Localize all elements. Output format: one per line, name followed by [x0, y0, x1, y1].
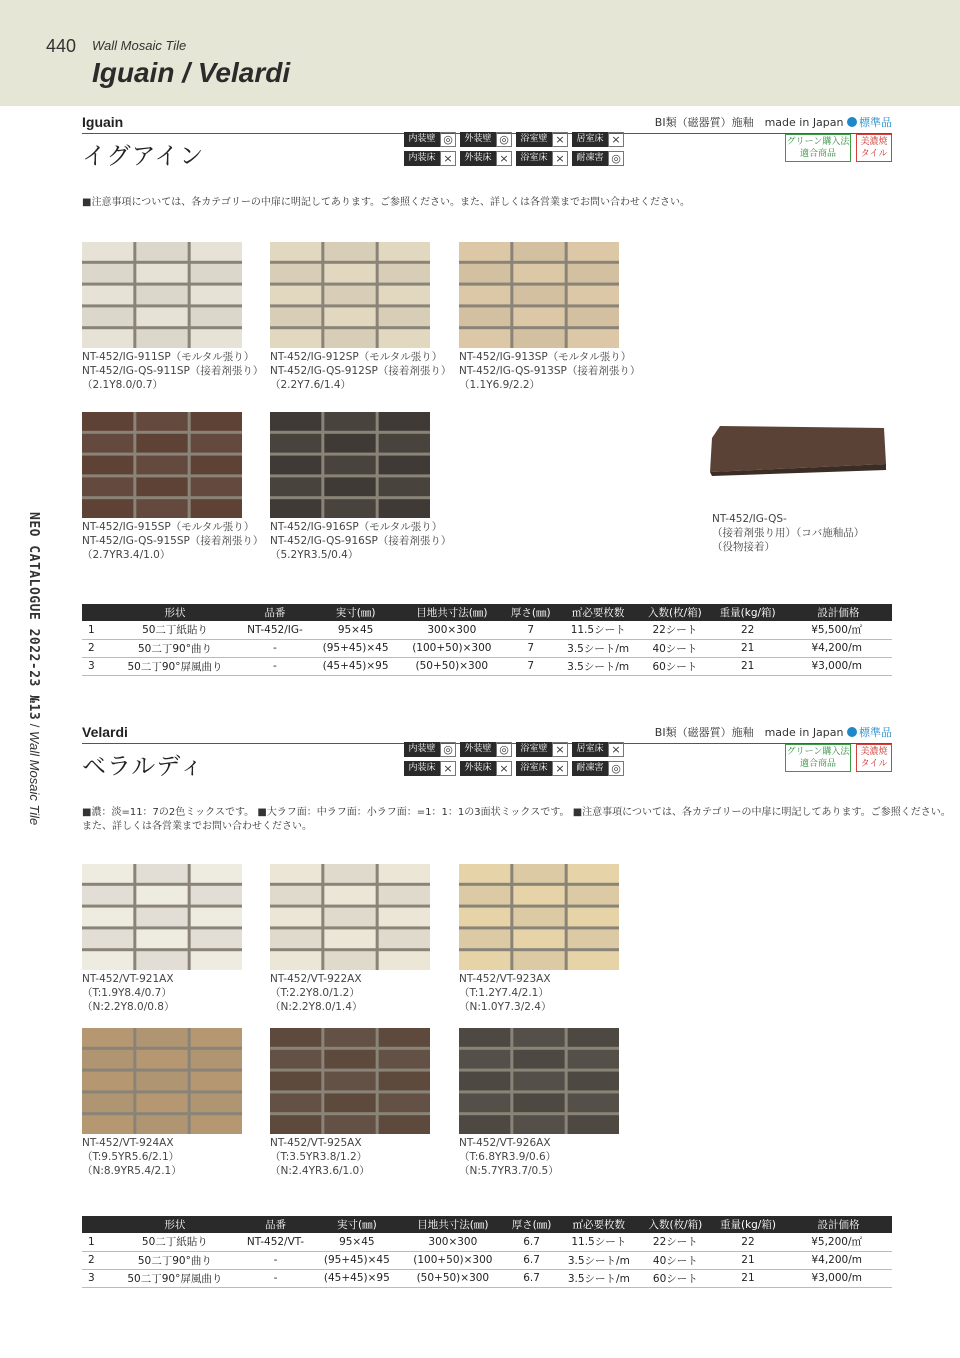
note-line: また、詳しくは各営業までお問い合わせください。 [82, 821, 312, 832]
tile-swatch [82, 412, 242, 518]
caption-line: （2.1Y8.0/0.7） [82, 379, 164, 391]
table-cell: 2 [82, 1251, 112, 1269]
green-purchase-badge [785, 134, 851, 162]
table-cell: 21 [711, 1269, 785, 1287]
side-catalogue-label [22, 512, 42, 872]
usage-label: 内装壁 [404, 132, 440, 147]
velardi-name-jp: ベラルディ [82, 752, 205, 780]
caption-line: （N:8.9YR5.4/2.1） [82, 1165, 182, 1177]
caption-line: NT-452/IG-QS-912SP（接着剤張り） [270, 365, 452, 377]
caption-line: （N:5.7YR3.7/0.5） [459, 1165, 559, 1177]
product-caption [459, 972, 649, 1014]
product-caption [82, 972, 272, 1014]
table-cell: 22シート [640, 1233, 711, 1251]
table-cell: 3 [82, 657, 112, 675]
usage-grid [404, 741, 626, 777]
velardi-standard: 標準品 [859, 726, 892, 739]
table-header-cell: ㎡必要枚数 [557, 604, 639, 621]
table-cell: (95+45)×45 [312, 639, 399, 657]
tile-swatch-svg [82, 412, 242, 518]
table-cell: 3.5シート/m [557, 657, 639, 675]
tile-swatch-svg [459, 242, 619, 348]
table-header-cell [82, 1216, 112, 1233]
table-cell: 6.7 [505, 1233, 558, 1251]
caption-line: （N:2.2Y8.0/0.8） [82, 1001, 175, 1013]
table-cell: 22 [711, 1233, 785, 1251]
tile-swatch [459, 242, 619, 348]
table-cell: (45+45)×95 [312, 657, 399, 675]
mino-ware-badge [856, 134, 892, 162]
usage-mark-icon: ◎ [496, 742, 512, 757]
table-cell: 95×45 [312, 621, 399, 639]
caption-line: NT-452/IG-QS- [712, 513, 787, 525]
caption-line: （T:9.5YR5.6/2.1） [82, 1151, 180, 1163]
usage-label: 内装床 [404, 761, 440, 776]
table-header-cell: 設計価格 [785, 1216, 892, 1233]
table-cell: 6.7 [505, 1269, 558, 1287]
table-cell: (50+50)×300 [399, 657, 504, 675]
table-header-cell: 品番 [238, 604, 312, 621]
mino-ware-badge [856, 744, 892, 772]
caption-line: （T:2.2Y8.0/1.2） [270, 987, 360, 999]
table-cell: - [238, 639, 312, 657]
badge-line: タイル [860, 759, 888, 769]
usage-cell [404, 150, 458, 167]
table-cell: 50二丁90°曲り [112, 1251, 238, 1269]
badge-line: 美濃焼 [860, 747, 888, 757]
caption-line: （N:1.0Y7.3/2.4） [459, 1001, 552, 1013]
usage-mark-icon: ◎ [440, 742, 456, 757]
usage-label: 外装床 [460, 761, 496, 776]
table-cell: 3.5シート/m [557, 639, 639, 657]
usage-label: 外装壁 [460, 132, 496, 147]
table-header-cell: 設計価格 [785, 604, 892, 621]
table-header-row [82, 604, 892, 621]
table-cell: 7 [504, 639, 557, 657]
usage-mark-icon: ◎ [608, 151, 624, 166]
iguain-class-text: BⅠ類（磁器質）施釉 made in Japan [654, 116, 844, 129]
table-row [82, 1269, 892, 1287]
product-caption [459, 1136, 649, 1178]
usage-mark-icon: × [608, 132, 624, 147]
table-cell: (50+50)×300 [400, 1269, 505, 1287]
usage-label: 外装壁 [460, 742, 496, 757]
table-cell: ¥5,500/㎡ [785, 621, 892, 639]
velardi-class-text: BⅠ類（磁器質）施釉 made in Japan [654, 726, 844, 739]
table-cell: ¥3,000/m [785, 1269, 892, 1287]
table-cell: 40シート [640, 1251, 711, 1269]
table-header-cell: 厚さ(㎜) [505, 1216, 558, 1233]
table-header-cell: 目地共寸法(㎜) [399, 604, 504, 621]
usage-label: 外装床 [460, 151, 496, 166]
tile-swatch-svg [82, 864, 242, 970]
tile-swatch-svg [270, 864, 430, 970]
usage-mark-icon: × [440, 761, 456, 776]
tile-swatch-svg [82, 242, 242, 348]
table-cell: - [238, 657, 312, 675]
table-row [82, 1251, 892, 1269]
table-cell: 6.7 [505, 1251, 558, 1269]
catalogue-name: NEO CATALOGUE 2022-23 №13 [26, 512, 41, 721]
badge-line: 適合商品 [799, 149, 836, 159]
velardi-name-en: Velardi [82, 724, 128, 740]
iguain-name-en: Iguain [82, 114, 124, 130]
product-caption [82, 520, 272, 562]
caption-line: NT-452/VT-921AX [82, 973, 174, 985]
usage-label: 内装壁 [404, 742, 440, 757]
table-cell: 21 [711, 1251, 785, 1269]
table-header-cell: 目地共寸法(㎜) [400, 1216, 505, 1233]
usage-mark-icon: × [496, 151, 512, 166]
badge-line: タイル [860, 149, 888, 159]
table-cell: 50二丁紙貼り [112, 1233, 238, 1251]
usage-mark-icon: × [552, 132, 568, 147]
iguain-meta [655, 114, 892, 130]
caption-line: （2.2Y7.6/1.4） [270, 379, 352, 391]
table-header-cell: 重量(kg/箱) [711, 604, 785, 621]
table-cell: 11.5シート [557, 621, 639, 639]
caption-line: （役物接着） [712, 541, 775, 553]
usage-cell [404, 131, 458, 148]
side-series: Wall Mosaic Tile [27, 731, 42, 826]
usage-label: 居室床 [572, 742, 608, 757]
table-row [82, 1233, 892, 1251]
table-cell: (45+45)×95 [313, 1269, 400, 1287]
table-header-cell: 形状 [112, 1216, 238, 1233]
caption-line: （N:2.2Y8.0/1.4） [270, 1001, 363, 1013]
usage-label: 耐凍害 [572, 151, 608, 166]
product-caption [270, 520, 460, 562]
caption-line: （T:1.2Y7.4/2.1） [459, 987, 549, 999]
standard-dot-icon [847, 117, 857, 127]
table-cell: ¥3,000/m [785, 657, 892, 675]
note-line: ■濃：淡=11：7の2色ミックスです。 ■大ラフ面：中ラフ面：小ラフ面：=1：1：1の3面状ミックスです。 ■注意事項については、各カテゴリーの中扉に明記してあります。ご参照ください。 [82, 807, 951, 818]
caption-line: NT-452/IG-912SP（モルタル張り） [270, 351, 443, 363]
caption-line: NT-452/IG-QS-915SP（接着剤張り） [82, 535, 264, 547]
usage-mark-icon: ◎ [440, 132, 456, 147]
table-cell: ¥4,200/m [785, 1251, 892, 1269]
trim-piece-svg [708, 424, 888, 476]
table-header-cell: ㎡必要枚数 [558, 1216, 640, 1233]
table-cell: (100+50)×300 [399, 639, 504, 657]
usage-cell [572, 760, 626, 777]
table-cell: 1 [82, 1233, 112, 1251]
velardi-section [82, 724, 951, 840]
tile-swatch [270, 864, 430, 970]
usage-cell [460, 741, 514, 758]
table-cell: 7 [504, 621, 557, 639]
table-row [82, 657, 892, 675]
table-cell: 21 [711, 657, 785, 675]
table-cell: 50二丁紙貼り [112, 621, 238, 639]
table-header-row [82, 1216, 892, 1233]
usage-label: 浴室壁 [516, 132, 552, 147]
product-caption [270, 350, 460, 392]
usage-cell [572, 150, 626, 167]
table-cell: 60シート [640, 1269, 711, 1287]
caption-line: NT-452/VT-924AX [82, 1137, 174, 1149]
tile-swatch [82, 864, 242, 970]
tile-swatch [82, 1028, 242, 1134]
tile-swatch-svg [459, 1028, 619, 1134]
iguain-standard: 標準品 [859, 116, 892, 129]
table-cell: (100+50)×300 [400, 1251, 505, 1269]
usage-label: 浴室床 [516, 761, 552, 776]
table-cell: 50二丁90°曲り [112, 639, 238, 657]
usage-cell [516, 741, 570, 758]
tile-swatch-svg [270, 412, 430, 518]
tile-swatch-svg [82, 1028, 242, 1134]
usage-cell [460, 150, 514, 167]
table-cell: - [238, 1251, 314, 1269]
iguain-note: ■注意事項については、各カテゴリーの中扉に明記してあります。ご参照ください。また、詳しくは各営業までお問い合わせください。 [82, 197, 691, 208]
table-header-cell: 実寸(㎜) [312, 604, 399, 621]
trim-piece-image [708, 424, 888, 476]
product-caption [459, 350, 649, 392]
caption-line: NT-452/IG-913SP（モルタル張り） [459, 351, 632, 363]
page-number: 440 [46, 36, 77, 56]
page-header [0, 0, 960, 106]
table-cell: 3.5シート/m [558, 1269, 640, 1287]
table-cell: 95×45 [313, 1233, 400, 1251]
badge-line: グリーン購入法 [786, 747, 850, 757]
table-cell: 7 [504, 657, 557, 675]
caption-line: （T:1.9Y8.4/0.7） [82, 987, 172, 999]
table-header-cell [82, 604, 112, 621]
usage-mark-icon: ◎ [608, 761, 624, 776]
usage-label: 内装床 [404, 151, 440, 166]
table-cell: NT-452/VT- [238, 1233, 314, 1251]
product-caption [82, 1136, 272, 1178]
table-cell: 3 [82, 1269, 112, 1287]
table-cell: 60シート [639, 657, 710, 675]
usage-label: 居室床 [572, 132, 608, 147]
table-cell: 50二丁90°屏風曲り [112, 657, 238, 675]
caption-line: （N:2.4YR3.6/1.0） [270, 1165, 370, 1177]
caption-line: NT-452/IG-QS-911SP（接着剤張り） [82, 365, 264, 377]
tile-swatch-svg [270, 242, 430, 348]
table-cell: 3.5シート/m [558, 1251, 640, 1269]
badge-line: グリーン購入法 [786, 137, 850, 147]
tile-swatch [270, 1028, 430, 1134]
tile-swatch [270, 412, 430, 518]
table-cell: (95+45)×45 [313, 1251, 400, 1269]
usage-mark-icon: × [552, 742, 568, 757]
table-row [82, 639, 892, 657]
usage-label: 浴室壁 [516, 742, 552, 757]
usage-cell [404, 741, 458, 758]
velardi-spec-table [82, 1216, 892, 1288]
standard-dot-icon [847, 727, 857, 737]
usage-cell [516, 131, 570, 148]
caption-line: NT-452/VT-926AX [459, 1137, 551, 1149]
table-cell: 11.5シート [558, 1233, 640, 1251]
table-cell: 2 [82, 639, 112, 657]
table-cell: NT-452/IG- [238, 621, 312, 639]
table-header-cell: 品番 [238, 1216, 314, 1233]
page-title: Iguain / Velardi [92, 57, 291, 88]
table-row [82, 621, 892, 639]
table-header-cell: 実寸(㎜) [313, 1216, 400, 1233]
table-header-cell: 入数(枚/箱) [640, 1216, 711, 1233]
table-header-cell: 入数(枚/箱) [639, 604, 710, 621]
caption-line: NT-452/VT-922AX [270, 973, 362, 985]
table-cell: 22 [711, 621, 785, 639]
tile-swatch-svg [459, 864, 619, 970]
usage-cell [460, 131, 514, 148]
trim-caption [712, 512, 902, 554]
iguain-name-jp: イグアイン [82, 142, 205, 170]
usage-mark-icon: × [496, 761, 512, 776]
caption-line: NT-452/IG-916SP（モルタル張り） [270, 521, 443, 533]
caption-line: （T:3.5YR3.8/1.2） [270, 1151, 368, 1163]
tile-swatch-svg [270, 1028, 430, 1134]
table-cell: 1 [82, 621, 112, 639]
usage-label: 耐凍害 [572, 761, 608, 776]
table-cell: 40シート [639, 639, 710, 657]
caption-line: （接着剤張り用）（コバ施釉品） [712, 527, 865, 539]
tile-swatch [82, 242, 242, 348]
product-caption [270, 972, 460, 1014]
caption-line: （5.2YR3.5/0.4） [270, 549, 359, 561]
table-cell: - [238, 1269, 314, 1287]
iguain-section [82, 114, 892, 212]
badge-line: 適合商品 [799, 759, 836, 769]
usage-mark-icon: ◎ [496, 132, 512, 147]
caption-line: NT-452/IG-QS-913SP（接着剤張り） [459, 365, 641, 377]
table-cell: 300×300 [400, 1233, 505, 1251]
caption-line: NT-452/IG-915SP（モルタル張り） [82, 521, 255, 533]
caption-line: （T:6.8YR3.9/0.6） [459, 1151, 557, 1163]
tile-swatch [270, 242, 430, 348]
tile-swatch [459, 864, 619, 970]
caption-line: （1.1Y6.9/2.2） [459, 379, 541, 391]
iguain-spec-table [82, 604, 892, 676]
velardi-meta [655, 724, 892, 740]
table-cell: ¥5,200/㎡ [785, 1233, 892, 1251]
usage-cell [572, 741, 626, 758]
caption-line: NT-452/VT-925AX [270, 1137, 362, 1149]
usage-cell [572, 131, 626, 148]
caption-line: NT-452/VT-923AX [459, 973, 551, 985]
product-caption [270, 1136, 460, 1178]
usage-mark-icon: × [552, 151, 568, 166]
velardi-note [82, 806, 951, 834]
usage-mark-icon: × [440, 151, 456, 166]
table-header-cell: 形状 [112, 604, 238, 621]
side-separator: / [27, 720, 42, 732]
usage-mark-icon: × [608, 742, 624, 757]
table-cell: 50二丁90°屏風曲り [112, 1269, 238, 1287]
table-header-cell: 重量(kg/箱) [711, 1216, 785, 1233]
table-cell: 21 [711, 639, 785, 657]
badge-line: 美濃焼 [860, 137, 888, 147]
tile-swatch [459, 1028, 619, 1134]
usage-grid [404, 131, 626, 167]
table-header-cell: 厚さ(㎜) [504, 604, 557, 621]
usage-cell [516, 760, 570, 777]
usage-cell [460, 760, 514, 777]
usage-mark-icon: × [552, 761, 568, 776]
caption-line: NT-452/IG-QS-916SP（接着剤張り） [270, 535, 452, 547]
usage-cell [404, 760, 458, 777]
table-cell: ¥4,200/m [785, 639, 892, 657]
caption-line: NT-452/IG-911SP（モルタル張り） [82, 351, 255, 363]
usage-label: 浴室床 [516, 151, 552, 166]
product-caption [82, 350, 272, 392]
green-purchase-badge [785, 744, 851, 772]
usage-cell [516, 150, 570, 167]
table-cell: 22シート [639, 621, 710, 639]
series-label: Wall Mosaic Tile [92, 38, 187, 53]
caption-line: （2.7YR3.4/1.0） [82, 549, 171, 561]
table-cell: 300×300 [399, 621, 504, 639]
